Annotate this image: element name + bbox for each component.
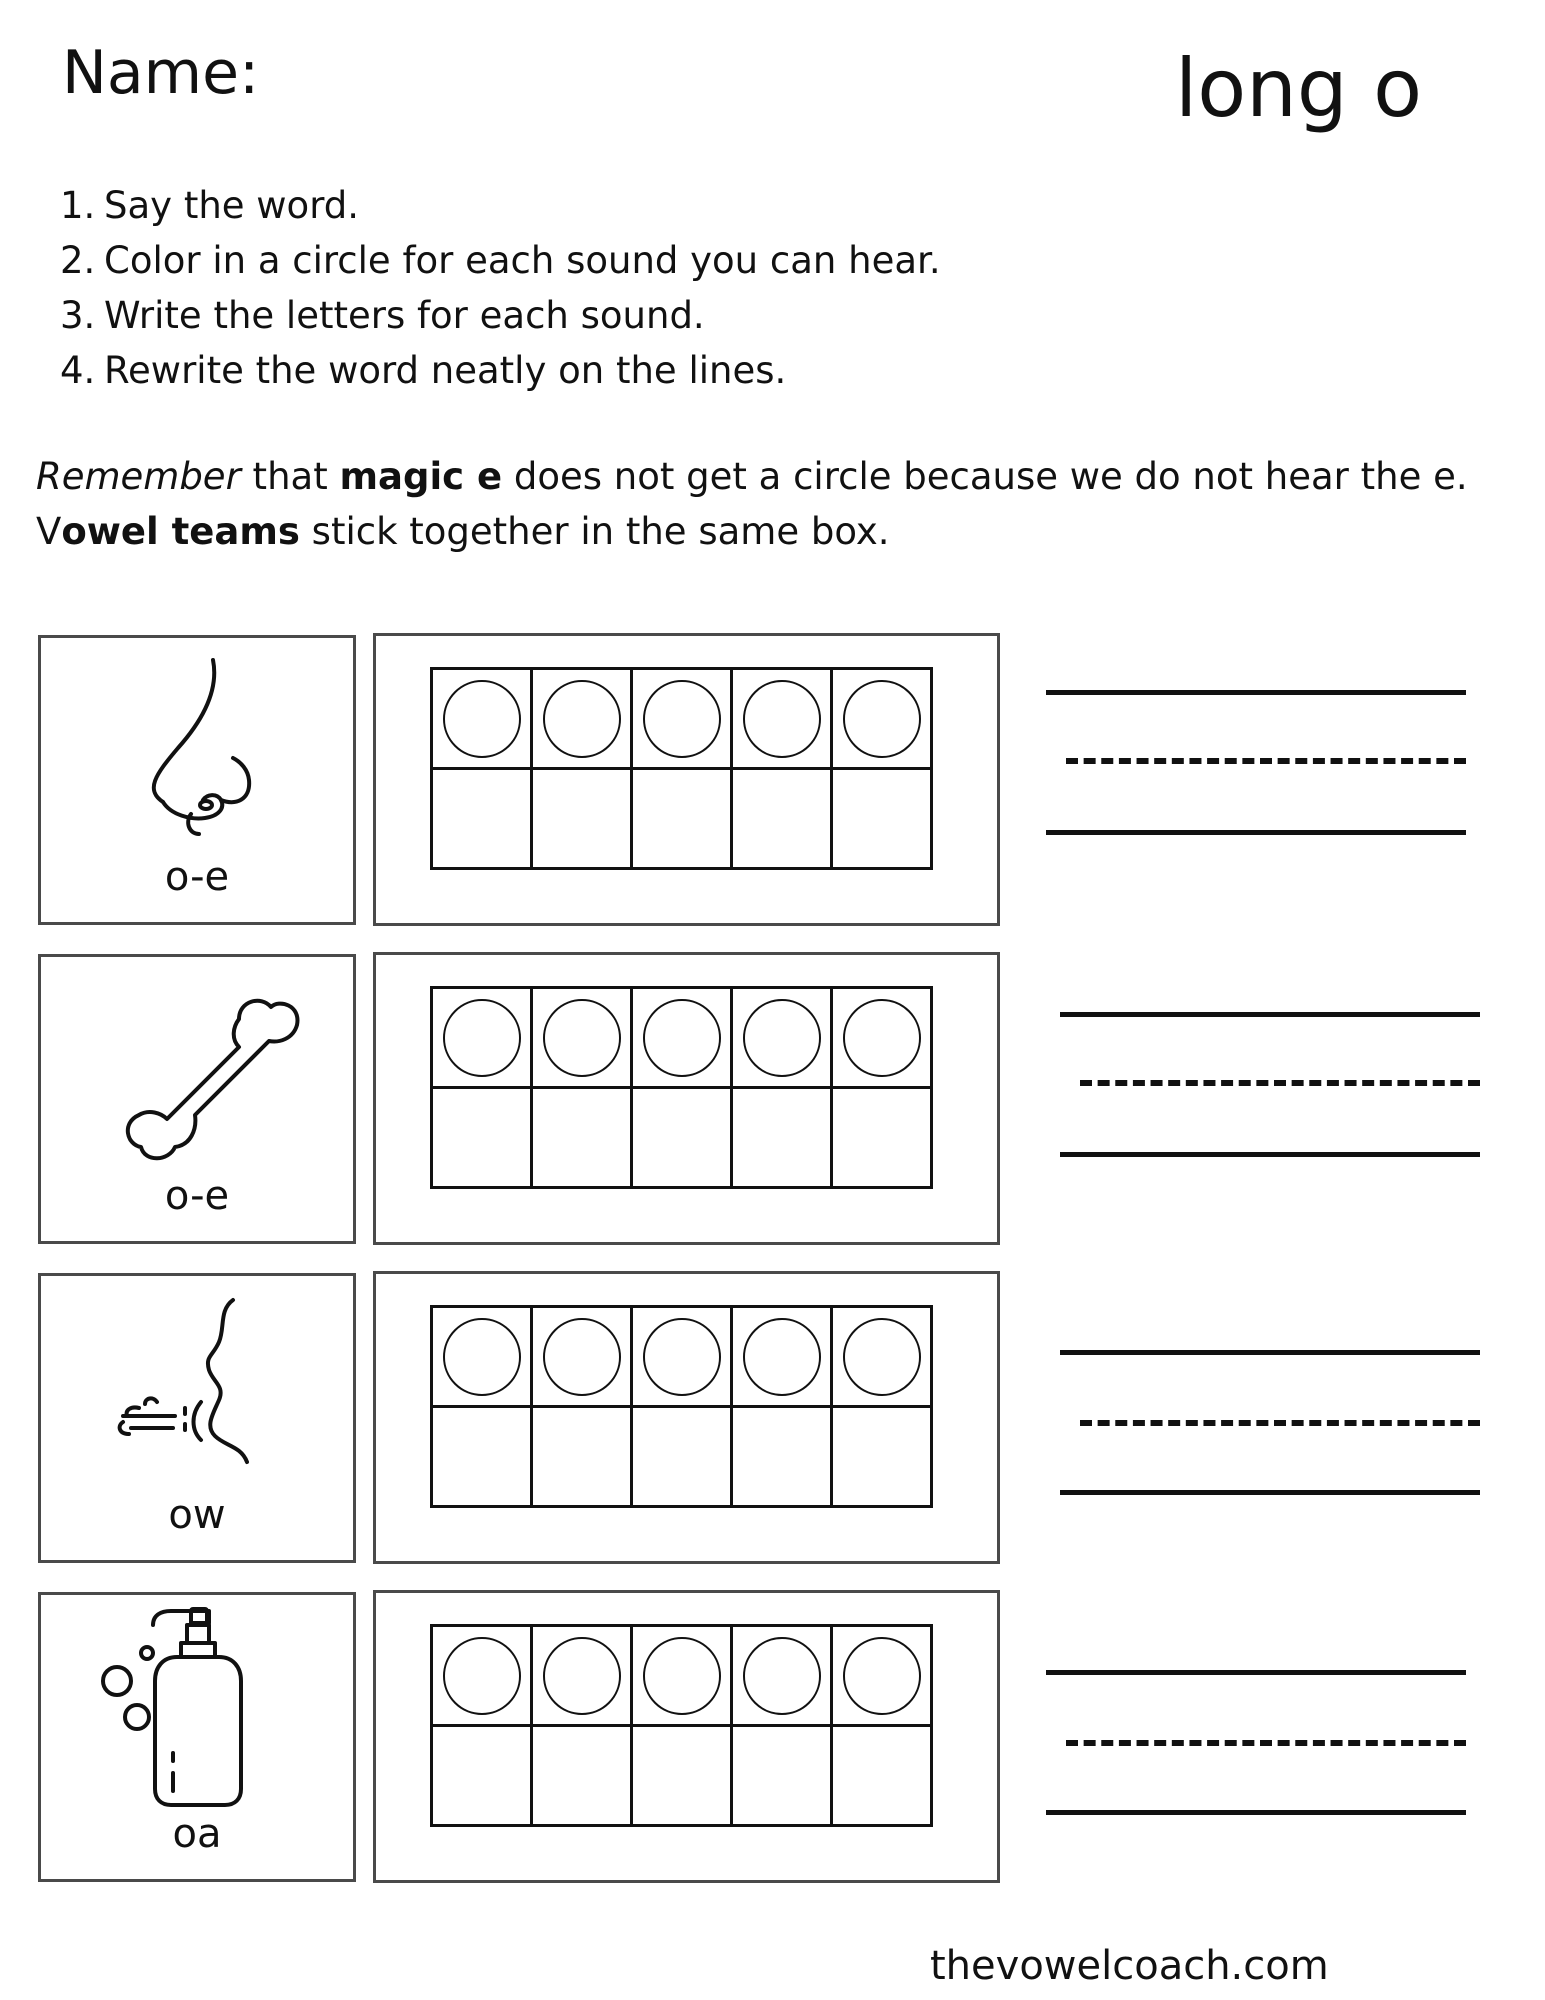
elkonin-grid <box>430 1305 946 1517</box>
midline <box>1066 758 1466 764</box>
circle-row <box>430 986 946 1086</box>
sound-circle[interactable] <box>843 1318 921 1396</box>
remember-word: Remember <box>36 455 241 498</box>
sound-circle-box <box>430 667 533 770</box>
sound-circle-box <box>530 667 633 770</box>
sound-circle[interactable] <box>443 680 521 758</box>
instruction-text: Write the letters for each sound. <box>104 294 705 337</box>
spelling-pattern: ow <box>168 1492 226 1538</box>
letter-box[interactable] <box>730 1405 833 1508</box>
sound-circle[interactable] <box>443 999 521 1077</box>
letter-row <box>430 1405 946 1505</box>
sound-circle-box <box>730 986 833 1089</box>
bone-icon <box>111 979 311 1179</box>
spelling-pattern: oa <box>172 1811 222 1857</box>
sound-circle-box <box>430 1305 533 1408</box>
sound-circle-box <box>830 1305 933 1408</box>
sound-circle[interactable] <box>543 1318 621 1396</box>
sound-circle[interactable] <box>843 1637 921 1715</box>
remember-note <box>36 449 1468 504</box>
sound-circle-box <box>730 1624 833 1727</box>
sound-circle[interactable] <box>543 680 621 758</box>
sound-circle-box <box>730 667 833 770</box>
handwriting-lines[interactable] <box>1060 1012 1480 1162</box>
instruction-text: Color in a circle for each sound you can hear. <box>104 239 941 282</box>
sound-circle[interactable] <box>643 1318 721 1396</box>
sound-circle-box <box>830 986 933 1089</box>
sound-circle[interactable] <box>743 999 821 1077</box>
sound-circle-box <box>630 667 733 770</box>
circle-row <box>430 1624 946 1724</box>
footer-site: thevowelcoach.com <box>930 1943 1329 1989</box>
sound-circle-box <box>530 986 633 1089</box>
sound-circle[interactable] <box>843 999 921 1077</box>
vowel-teams-text: V <box>36 510 62 553</box>
remember-text: that <box>240 455 340 498</box>
top-line <box>1060 1012 1480 1017</box>
spelling-pattern: o-e <box>164 854 230 900</box>
midline <box>1080 1080 1480 1086</box>
instruction-number: 3. <box>60 294 96 337</box>
sound-circle-box <box>730 1305 833 1408</box>
sound-circle-box <box>630 986 733 1089</box>
letter-row <box>430 1086 946 1186</box>
sound-circle[interactable] <box>443 1637 521 1715</box>
letter-box[interactable] <box>830 767 933 870</box>
instruction-text: Rewrite the word neatly on the lines. <box>104 349 787 392</box>
remember-text: does not get a circle because we do not hear the e. <box>502 455 1468 498</box>
circle-row <box>430 1305 946 1405</box>
letter-box[interactable] <box>630 1086 733 1189</box>
sound-circle-box <box>630 1305 733 1408</box>
letter-box[interactable] <box>430 1405 533 1508</box>
sound-box-card <box>373 1271 1000 1564</box>
letter-box[interactable] <box>830 1405 933 1508</box>
instruction-item <box>60 288 941 343</box>
base-line <box>1046 1810 1466 1815</box>
instruction-number: 2. <box>60 239 96 282</box>
sound-circle[interactable] <box>743 1637 821 1715</box>
sound-circle[interactable] <box>643 999 721 1077</box>
circle-row <box>430 667 946 767</box>
elkonin-grid <box>430 986 946 1198</box>
sound-circle[interactable] <box>643 1637 721 1715</box>
handwriting-lines[interactable] <box>1046 690 1466 840</box>
instruction-item <box>60 343 941 398</box>
letter-box[interactable] <box>430 767 533 870</box>
letter-box[interactable] <box>730 767 833 870</box>
vowel-teams-note <box>36 504 890 559</box>
picture-card <box>38 1592 356 1882</box>
picture-card <box>38 954 356 1244</box>
top-line <box>1060 1350 1480 1355</box>
instruction-item <box>60 178 941 233</box>
sound-circle[interactable] <box>543 999 621 1077</box>
sound-circle[interactable] <box>443 1318 521 1396</box>
page-title: long o <box>1175 42 1423 135</box>
letter-box[interactable] <box>830 1086 933 1189</box>
magic-e-term: magic e <box>339 455 503 498</box>
letter-box[interactable] <box>630 1724 733 1827</box>
picture-card <box>38 635 356 925</box>
letter-box[interactable] <box>830 1724 933 1827</box>
instruction-number: 1. <box>60 184 96 227</box>
midline <box>1066 1740 1466 1746</box>
sound-circle-box <box>530 1624 633 1727</box>
letter-box[interactable] <box>430 1086 533 1189</box>
base-line <box>1060 1152 1480 1157</box>
base-line <box>1046 830 1466 835</box>
sound-circle-box <box>430 1624 533 1727</box>
picture-card <box>38 1273 356 1563</box>
vowel-teams-text: stick together in the same box. <box>299 510 890 553</box>
handwriting-lines[interactable] <box>1060 1350 1480 1500</box>
sound-box-card <box>373 633 1000 926</box>
name-label: Name: <box>62 38 260 108</box>
sound-circle-box <box>630 1624 733 1727</box>
letter-box[interactable] <box>530 1086 633 1189</box>
sound-circle-box <box>830 1624 933 1727</box>
instruction-text: Say the word. <box>104 184 360 227</box>
top-line <box>1046 1670 1466 1675</box>
sound-box-card <box>373 952 1000 1245</box>
letter-row <box>430 767 946 867</box>
elkonin-grid <box>430 1624 946 1836</box>
letter-box[interactable] <box>530 1724 633 1827</box>
elkonin-grid <box>430 667 946 879</box>
nose-icon <box>133 650 263 850</box>
handwriting-lines[interactable] <box>1046 1670 1466 1820</box>
letter-row <box>430 1724 946 1824</box>
letter-box[interactable] <box>530 1405 633 1508</box>
sound-circle-box <box>830 667 933 770</box>
sound-box-card <box>373 1590 1000 1883</box>
top-line <box>1046 690 1466 695</box>
letter-box[interactable] <box>730 1724 833 1827</box>
instruction-number: 4. <box>60 349 96 392</box>
sound-circle-box <box>430 986 533 1089</box>
vowel-teams-term: owel teams <box>61 510 300 553</box>
sound-circle[interactable] <box>643 680 721 758</box>
sound-circle[interactable] <box>843 680 921 758</box>
letter-box[interactable] <box>630 1405 733 1508</box>
sound-circle[interactable] <box>743 1318 821 1396</box>
sound-circle[interactable] <box>543 1637 621 1715</box>
base-line <box>1060 1490 1480 1495</box>
sound-circle-box <box>530 1305 633 1408</box>
instructions-list <box>60 178 941 398</box>
letter-box[interactable] <box>530 767 633 870</box>
midline <box>1080 1420 1480 1426</box>
instruction-item <box>60 233 941 288</box>
spelling-pattern: o-e <box>164 1173 230 1219</box>
letter-box[interactable] <box>730 1086 833 1189</box>
blow-icon <box>101 1290 301 1490</box>
soap-bottle-icon <box>91 1603 291 1813</box>
letter-box[interactable] <box>430 1724 533 1827</box>
sound-circle[interactable] <box>743 680 821 758</box>
letter-box[interactable] <box>630 767 733 870</box>
